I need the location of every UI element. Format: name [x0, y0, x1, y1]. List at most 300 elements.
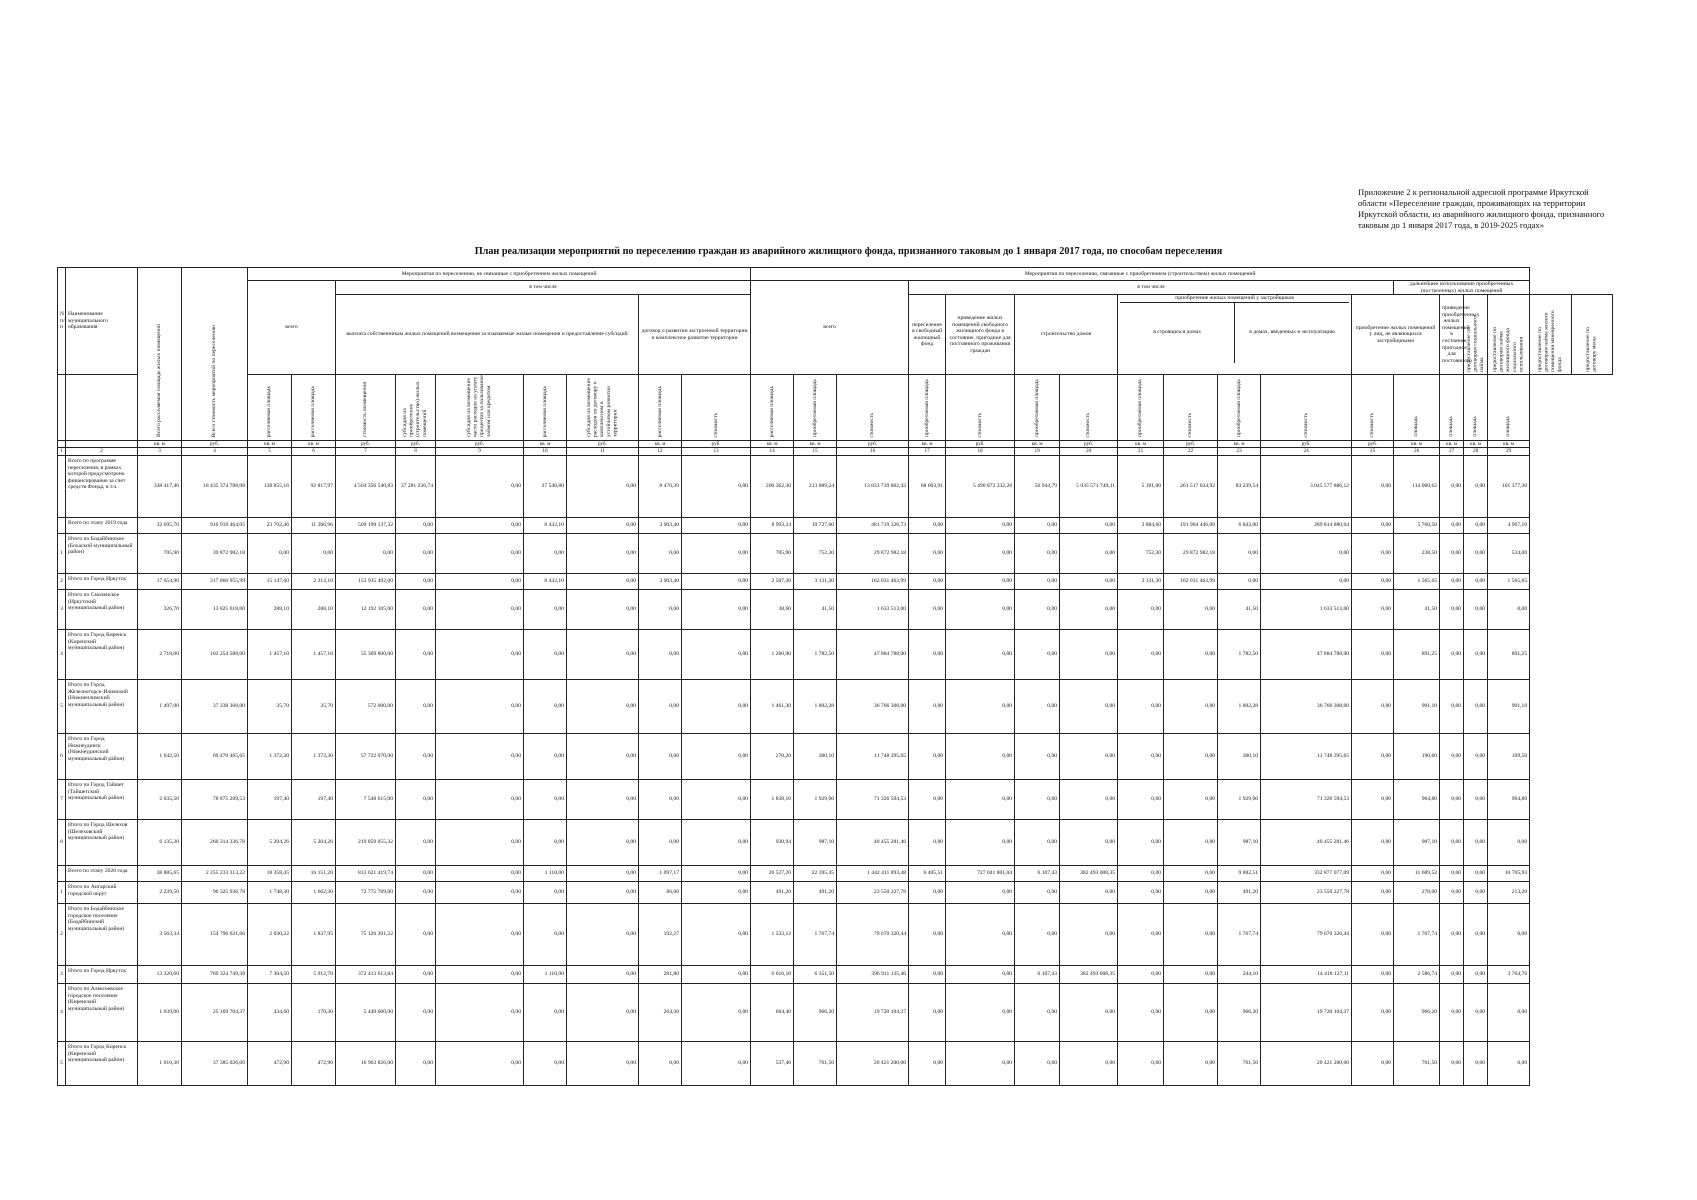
value-cell: 0,00	[1118, 733, 1164, 779]
value-cell: 537,40	[751, 1041, 794, 1085]
value-cell: 6 107,43	[1015, 965, 1060, 983]
value-cell: 11 366,96	[292, 517, 336, 533]
value-cell: 0,00	[682, 903, 751, 965]
value-cell: 0,00	[1261, 573, 1352, 589]
value-cell: 68 603,91	[909, 455, 946, 517]
value-cell: 0,00	[396, 881, 436, 903]
value-cell: 6 107,43	[1015, 865, 1060, 881]
value-cell: 153 935 492,00	[336, 573, 396, 589]
value-cell: 0,00	[292, 533, 336, 573]
value-cell: 0,00	[1118, 983, 1164, 1041]
column-number-cell: 19	[1015, 448, 1060, 456]
value-cell: 0,00	[909, 679, 946, 733]
value-cell: 40 455 281,46	[1261, 819, 1352, 865]
column-number-cell: 10	[524, 448, 567, 456]
value-cell: 0,00	[1015, 983, 1060, 1041]
value-cell: 0,00	[1352, 517, 1394, 533]
value-cell: 23 702,46	[248, 517, 292, 533]
value-cell: 0,00	[1352, 865, 1394, 881]
value-cell: 987,10	[1394, 819, 1440, 865]
mo-name-header: Наименование муниципального образования	[66, 268, 138, 375]
value-cell: 23 550 227,78	[837, 881, 909, 903]
value-cell: 966,20	[1218, 983, 1261, 1041]
value-cell: 0,00	[524, 533, 567, 573]
value-cell: 0,00	[1352, 573, 1394, 589]
value-cell: 705,90	[751, 533, 794, 573]
value-cell: 13 833 739 802,43	[837, 455, 909, 517]
value-cell: 25 169 704,37	[182, 983, 248, 1041]
value-cell: 0,00	[1352, 589, 1394, 629]
value-cell: 6 135,20	[138, 819, 182, 865]
value-cell: 37 385 026,00	[182, 1041, 248, 1085]
unit-cell: руб.	[1060, 440, 1118, 448]
value-cell: 0,00	[1218, 533, 1261, 573]
value-cell: 1 662,30	[292, 881, 336, 903]
value-cell: 0,00	[1118, 903, 1164, 965]
value-cell: 338 417,46	[138, 455, 182, 517]
value-cell: 0,00	[639, 733, 682, 779]
value-cell: 41,50	[1218, 589, 1261, 629]
value-cell: 4 967,10	[1488, 517, 1530, 533]
value-cell: 0,00	[1015, 589, 1060, 629]
value-cell: 0,00	[567, 533, 639, 573]
value-cell: 3 903,40	[639, 573, 682, 589]
unit-cell: руб.	[396, 440, 436, 448]
sub-cost: стоимость	[869, 412, 876, 438]
value-cell: 1 497,00	[138, 679, 182, 733]
value-cell: 0,00	[1015, 679, 1060, 733]
value-cell: 813 621 419,74	[336, 865, 396, 881]
value-cell: 0,00	[946, 779, 1015, 819]
value-cell: 9 882,51	[1218, 865, 1261, 881]
value-cell: 162 031 463,99	[837, 573, 909, 589]
value-cell: 13 320,60	[138, 965, 182, 983]
value-cell: 0,00	[1060, 819, 1118, 865]
value-cell: 162 031 463,99	[1164, 573, 1218, 589]
value-cell: 1 767,74	[1218, 903, 1261, 965]
value-cell: 0,00	[524, 1041, 567, 1085]
value-cell: 47 884 788,00	[1261, 629, 1352, 679]
value-cell: 0,00	[682, 455, 751, 517]
value-cell: 2 239,50	[138, 881, 182, 903]
value-cell: 0,00	[946, 679, 1015, 733]
value-cell: 36 766 308,00	[1261, 679, 1352, 733]
value-cell: 0,00	[1015, 733, 1060, 779]
value-cell: 0,00	[1488, 1041, 1530, 1085]
value-cell: 3 903,40	[639, 517, 682, 533]
value-cell: 0,00	[946, 965, 1015, 983]
value-cell: 0,00	[436, 533, 524, 573]
row-number: 4	[58, 629, 66, 679]
value-cell: 191 904 446,09	[1164, 517, 1218, 533]
value-cell: 0,00	[1440, 679, 1464, 733]
value-cell: 396 911 135,46	[837, 965, 909, 983]
value-cell: 0,00	[1164, 679, 1218, 733]
row-number: 5	[58, 1041, 66, 1085]
value-cell: 1 782,50	[1218, 629, 1261, 679]
table-row	[58, 733, 1613, 779]
row-number: 2	[58, 573, 66, 589]
value-cell: 0,00	[1464, 903, 1488, 965]
column-number-cell: 7	[336, 448, 396, 456]
sub-resettled-area: расселяемая площадь	[310, 385, 317, 438]
value-cell: 6 016,10	[751, 965, 794, 983]
exchange-header: предоставление по договору мены	[1585, 326, 1598, 372]
units-row	[58, 440, 1613, 448]
value-cell: 0,00	[1352, 983, 1394, 1041]
table-row	[58, 865, 1613, 881]
municipality-name: Всего по программе переселения, в рамках которой предусмотрено финансирование за счет средств Фонда, в т.ч.	[66, 455, 138, 517]
value-cell: 0,00	[946, 589, 1015, 629]
no-acq-total-header: всего	[248, 281, 336, 375]
value-cell: 0,00	[567, 983, 639, 1041]
value-cell: 71 326 594,53	[1261, 779, 1352, 819]
total-area-header: Всего расселяемая площадь жилых помещений	[156, 324, 163, 438]
value-cell: 0,00	[1440, 733, 1464, 779]
value-cell: 17 654,90	[138, 573, 182, 589]
value-cell: 0,00	[1218, 573, 1261, 589]
value-cell: 109,50	[1488, 733, 1530, 779]
group-acquisition-header: Мероприятия по переселению, связанные с приобретением (строительством) жилых помещений	[751, 268, 1530, 281]
column-number-cell: 6	[292, 448, 336, 456]
value-cell: 604,40	[751, 983, 794, 1041]
value-cell: 0,00	[682, 517, 751, 533]
value-cell: 1 010,30	[138, 1041, 182, 1085]
value-cell: 372 413 613,84	[336, 965, 396, 983]
sub-cost: стоимость	[976, 412, 983, 438]
value-cell: 0,00	[1464, 865, 1488, 881]
table-row	[58, 881, 1613, 903]
value-cell: 0,00	[436, 1041, 524, 1085]
total-cost-header: Всего стоимость мероприятий по переселению	[211, 324, 218, 438]
value-cell: 39 872 982,18	[182, 533, 248, 573]
value-cell: 3 131,30	[1118, 573, 1164, 589]
value-cell: 0,00	[639, 629, 682, 679]
row-number: 8	[58, 819, 66, 865]
value-cell: 36 766 308,00	[837, 679, 909, 733]
table-row	[58, 779, 1613, 819]
value-cell: 0,00	[1488, 903, 1530, 965]
value-cell: 1 929,60	[794, 779, 837, 819]
unit-cell: кв. м	[909, 440, 946, 448]
value-cell: 47 884 788,00	[837, 629, 909, 679]
municipality-name: Итого по Город Иркутск	[66, 965, 138, 983]
value-cell: 0,00	[1464, 629, 1488, 679]
value-cell: 0,00	[567, 965, 639, 983]
unit-cell: кв. м	[794, 440, 837, 448]
value-cell: 2 030,22	[248, 903, 292, 965]
unit-cell: кв. м	[248, 440, 292, 448]
value-cell: 18 358,45	[248, 865, 292, 881]
value-cell: 0,00	[1352, 455, 1394, 517]
column-number-cell: 26	[1394, 448, 1440, 456]
value-cell: 1 642,50	[138, 733, 182, 779]
value-cell: 197,40	[248, 779, 292, 819]
value-cell: 534,00	[1488, 533, 1530, 573]
value-cell: 0,00	[682, 679, 751, 733]
sub-resettled-area: расселяемая площадь	[266, 385, 273, 438]
value-cell: 0,00	[909, 903, 946, 965]
no-acq-incl-header: в том числе	[336, 281, 751, 295]
value-cell: 288,10	[248, 589, 292, 629]
value-cell: 0,00	[396, 819, 436, 865]
column-number-cell: 24	[1261, 448, 1352, 456]
value-cell: 752,30	[794, 533, 837, 573]
column-number-cell: 21	[1118, 448, 1164, 456]
value-cell: 8 432,10	[524, 517, 567, 533]
column-number-cell: 11	[567, 448, 639, 456]
value-cell: 1 929,60	[1218, 779, 1261, 819]
value-cell: 0,00	[909, 533, 946, 573]
value-cell: 0,00	[524, 903, 567, 965]
value-cell: 434,60	[248, 983, 292, 1041]
value-cell: 0,00	[1164, 629, 1218, 679]
value-cell: 0,00	[524, 629, 567, 679]
table-row	[58, 819, 1613, 865]
value-cell: 901,10	[1394, 679, 1440, 733]
value-cell: 20 421 200,00	[837, 1041, 909, 1085]
value-cell: 0,00	[567, 679, 639, 733]
value-cell: 288,10	[292, 589, 336, 629]
value-cell: 0,00	[1164, 589, 1218, 629]
value-cell: 2 718,00	[138, 629, 182, 679]
value-cell: 0,00	[1164, 865, 1218, 881]
value-cell: 0,00	[396, 865, 436, 881]
value-cell: 11 689,52	[1394, 865, 1440, 881]
municipality-name: Итого по Ангарский городской округ	[66, 881, 138, 903]
value-cell: 0,00	[336, 533, 396, 573]
sub-area: площадь	[1505, 416, 1512, 438]
value-cell: 5 204,26	[248, 819, 292, 865]
value-cell: 35,70	[248, 679, 292, 733]
value-cell: 1 837,95	[292, 903, 336, 965]
column-number-cell: 14	[751, 448, 794, 456]
value-cell: 1 633 513,00	[837, 589, 909, 629]
value-cell: 0,00	[396, 679, 436, 733]
value-cell: 0,00	[682, 733, 751, 779]
value-cell: 481 719 326,73	[837, 517, 909, 533]
value-cell: 11 748 395,65	[1261, 733, 1352, 779]
value-cell: 114 000,62	[1394, 455, 1440, 517]
value-cell: 0,00	[1261, 533, 1352, 573]
value-cell: 317 866 955,99	[182, 573, 248, 589]
value-cell: 1 767,74	[794, 903, 837, 965]
value-cell: 891,25	[1488, 629, 1530, 679]
value-cell: 0,00	[524, 733, 567, 779]
value-cell: 761,50	[1218, 1041, 1261, 1085]
value-cell: 0,00	[946, 881, 1015, 903]
value-cell: 1 457,10	[248, 629, 292, 679]
value-cell: 41,50	[1394, 589, 1440, 629]
value-cell: 1 633 513,00	[1261, 589, 1352, 629]
value-cell: 0,00	[436, 573, 524, 589]
value-cell: 0,00	[1060, 517, 1118, 533]
value-cell: 0,00	[1015, 533, 1060, 573]
value-cell: 472,90	[292, 1041, 336, 1085]
unit-cell: руб.	[567, 440, 639, 448]
value-cell: 0,00	[682, 881, 751, 903]
value-cell: 154 796 621,66	[182, 903, 248, 965]
value-cell: 0,00	[1164, 983, 1218, 1041]
value-cell: 7 304,50	[248, 965, 292, 983]
value-cell: 261 517 034,92	[1164, 455, 1218, 517]
value-cell: 170,30	[292, 983, 336, 1041]
value-cell: 0,00	[682, 779, 751, 819]
value-cell: 300,10	[1218, 733, 1261, 779]
value-cell: 964,80	[1488, 779, 1530, 819]
value-cell: 1 767,74	[1394, 903, 1440, 965]
value-cell: 0,00	[436, 679, 524, 733]
value-cell: 40 455 281,46	[837, 819, 909, 865]
column-number-cell: 22	[1164, 448, 1218, 456]
value-cell: 56 944,79	[1015, 455, 1060, 517]
column-number-cell: 25	[1352, 448, 1394, 456]
value-cell: 16 963 826,00	[336, 1041, 396, 1085]
value-cell: 0,00	[1440, 881, 1464, 903]
value-cell: 3 045 577 886,12	[1261, 455, 1352, 517]
value-cell: 0,00	[1464, 733, 1488, 779]
value-cell: 0,00	[909, 881, 946, 903]
value-cell: 1 110,00	[524, 965, 567, 983]
table-row	[58, 903, 1613, 965]
social-use-rent-header: предоставление по договорам найма жилищного фонда социального использования	[1492, 326, 1525, 372]
value-cell: 0,00	[436, 517, 524, 533]
unit-cell: кв. м	[1488, 440, 1530, 448]
value-cell: 0,00	[1164, 881, 1218, 903]
social-rent-header: предоставление по договорам социального найма	[1466, 315, 1486, 372]
municipality-name: Всего по этапу 2019 года	[66, 517, 138, 533]
value-cell: 1 442 411 893,48	[837, 865, 909, 881]
value-cell: 891,25	[1394, 629, 1440, 679]
value-cell: 930,94	[751, 819, 794, 865]
value-cell: 15 147,60	[248, 573, 292, 589]
value-cell: 0,00	[1488, 819, 1530, 865]
value-cell: 0,00	[1464, 533, 1488, 573]
value-cell: 8 432,10	[524, 573, 567, 589]
municipality-name: Итого по Город Железногорск-Илимский (Нижнеилимский муниципальный район)	[66, 679, 138, 733]
column-number-cell: 1	[58, 448, 66, 456]
value-cell: 4 564 356 540,83	[336, 455, 396, 517]
sub-acquired-area: приобретаемая площадь	[811, 379, 818, 438]
value-cell: 0,00	[1440, 533, 1464, 573]
value-cell: 1 039,00	[138, 983, 182, 1041]
row-number	[58, 865, 66, 881]
value-cell: 0,00	[1440, 517, 1464, 533]
column-number-cell: 13	[682, 448, 751, 456]
value-cell: 0,00	[1440, 589, 1464, 629]
value-cell: 0,00	[567, 865, 639, 881]
row-number: 3	[58, 589, 66, 629]
value-cell: 0,00	[639, 589, 682, 629]
unit-cell: кв. м	[751, 440, 794, 448]
sub-cost: стоимость	[1187, 412, 1194, 438]
municipality-name: Итого по Бодайбинское городское поселение (Бодайбинский муниципальный район)	[66, 903, 138, 965]
value-cell: 987,10	[1218, 819, 1261, 865]
value-cell: 0,00	[396, 983, 436, 1041]
value-cell: 0,00	[946, 573, 1015, 589]
value-cell: 727 041 801,04	[946, 865, 1015, 881]
value-cell: 78 875 209,53	[182, 779, 248, 819]
unit-cell: руб.	[837, 440, 909, 448]
dev-contract-header: договор о развитии застроенной территории и комплексное развитие территории	[639, 295, 751, 375]
value-cell: 0,00	[396, 733, 436, 779]
table-row	[58, 679, 1613, 733]
value-cell: 0,00	[1464, 517, 1488, 533]
value-cell: 20 421 200,00	[1261, 1041, 1352, 1085]
value-cell: 37 338 308,00	[182, 679, 248, 733]
sub-resettled-area: расселяемая площадь	[768, 385, 775, 438]
redemption-header: выплата собственникам жилых помещений возмещения за изымаемые жилые помещения и предоставление субсидий	[336, 295, 639, 375]
column-number-cell: 9	[436, 448, 524, 456]
further-use-header: дальнейшее использование приобретенных (построенных) жилых помещений	[1394, 281, 1530, 295]
value-cell: 0,00	[1060, 629, 1118, 679]
value-cell: 38,60	[751, 589, 794, 629]
value-cell: 0,00	[1352, 819, 1394, 865]
value-cell: 37 540,80	[524, 455, 567, 517]
value-cell: 1 260,90	[751, 629, 794, 679]
value-cell: 0,00	[909, 733, 946, 779]
value-cell: 0,00	[1352, 533, 1394, 573]
value-cell: 1 461,30	[751, 679, 794, 733]
value-cell: 22 395,45	[794, 865, 837, 881]
value-cell: 0,00	[1118, 779, 1164, 819]
row-number	[58, 517, 66, 533]
value-cell: 264,30	[639, 983, 682, 1041]
value-cell: 0,00	[567, 1041, 639, 1085]
value-cell: 752,30	[1118, 533, 1164, 573]
value-cell: 0,00	[1118, 819, 1164, 865]
row-number: 6	[58, 733, 66, 779]
row-number: 1	[58, 533, 66, 573]
sub-subsidy-acq: субсидия на приобретение (строительство) жилых помещений	[402, 381, 429, 438]
value-cell: 3 563,34	[138, 903, 182, 965]
value-cell: 55 369 800,00	[336, 629, 396, 679]
row-number: 5	[58, 679, 66, 733]
column-number-cell: 18	[946, 448, 1015, 456]
value-cell: 0,00	[436, 819, 524, 865]
column-numbers-row	[58, 448, 1613, 456]
value-cell: 0,00	[1118, 629, 1164, 679]
value-cell: 20 527,20	[751, 865, 794, 881]
value-cell: 0,00	[1352, 733, 1394, 779]
value-cell: 0,00	[1060, 1041, 1118, 1085]
value-cell: 72 775 709,00	[336, 881, 396, 903]
column-number-cell: 23	[1218, 448, 1261, 456]
value-cell: 0,00	[1118, 589, 1164, 629]
unit-cell: руб.	[1352, 440, 1394, 448]
value-cell: 0,00	[1464, 679, 1488, 733]
value-cell: 238,50	[1394, 533, 1440, 573]
column-number-cell: 16	[837, 448, 909, 456]
value-cell: 0,00	[946, 517, 1015, 533]
value-cell: 0,00	[1118, 1041, 1164, 1085]
sub-acquired-area: приобретаемая площадь	[1235, 379, 1242, 438]
unit-cell: кв. м	[138, 440, 182, 448]
value-cell: 0,00	[567, 573, 639, 589]
value-cell: 1 457,10	[292, 629, 336, 679]
unit-cell: кв. м	[1440, 440, 1464, 448]
value-cell: 83 239,54	[1218, 455, 1261, 517]
value-cell: 11 748 395,65	[837, 733, 909, 779]
value-cell: 0,00	[1015, 881, 1060, 903]
value-cell: 1 372,30	[292, 733, 336, 779]
value-cell: 270,20	[751, 733, 794, 779]
value-cell: 3 884,60	[1118, 517, 1164, 533]
sub-cost: стоимость	[1085, 412, 1092, 438]
table-row	[58, 965, 1613, 983]
value-cell: 0,00	[946, 733, 1015, 779]
sub-cost: стоимость	[1369, 412, 1376, 438]
